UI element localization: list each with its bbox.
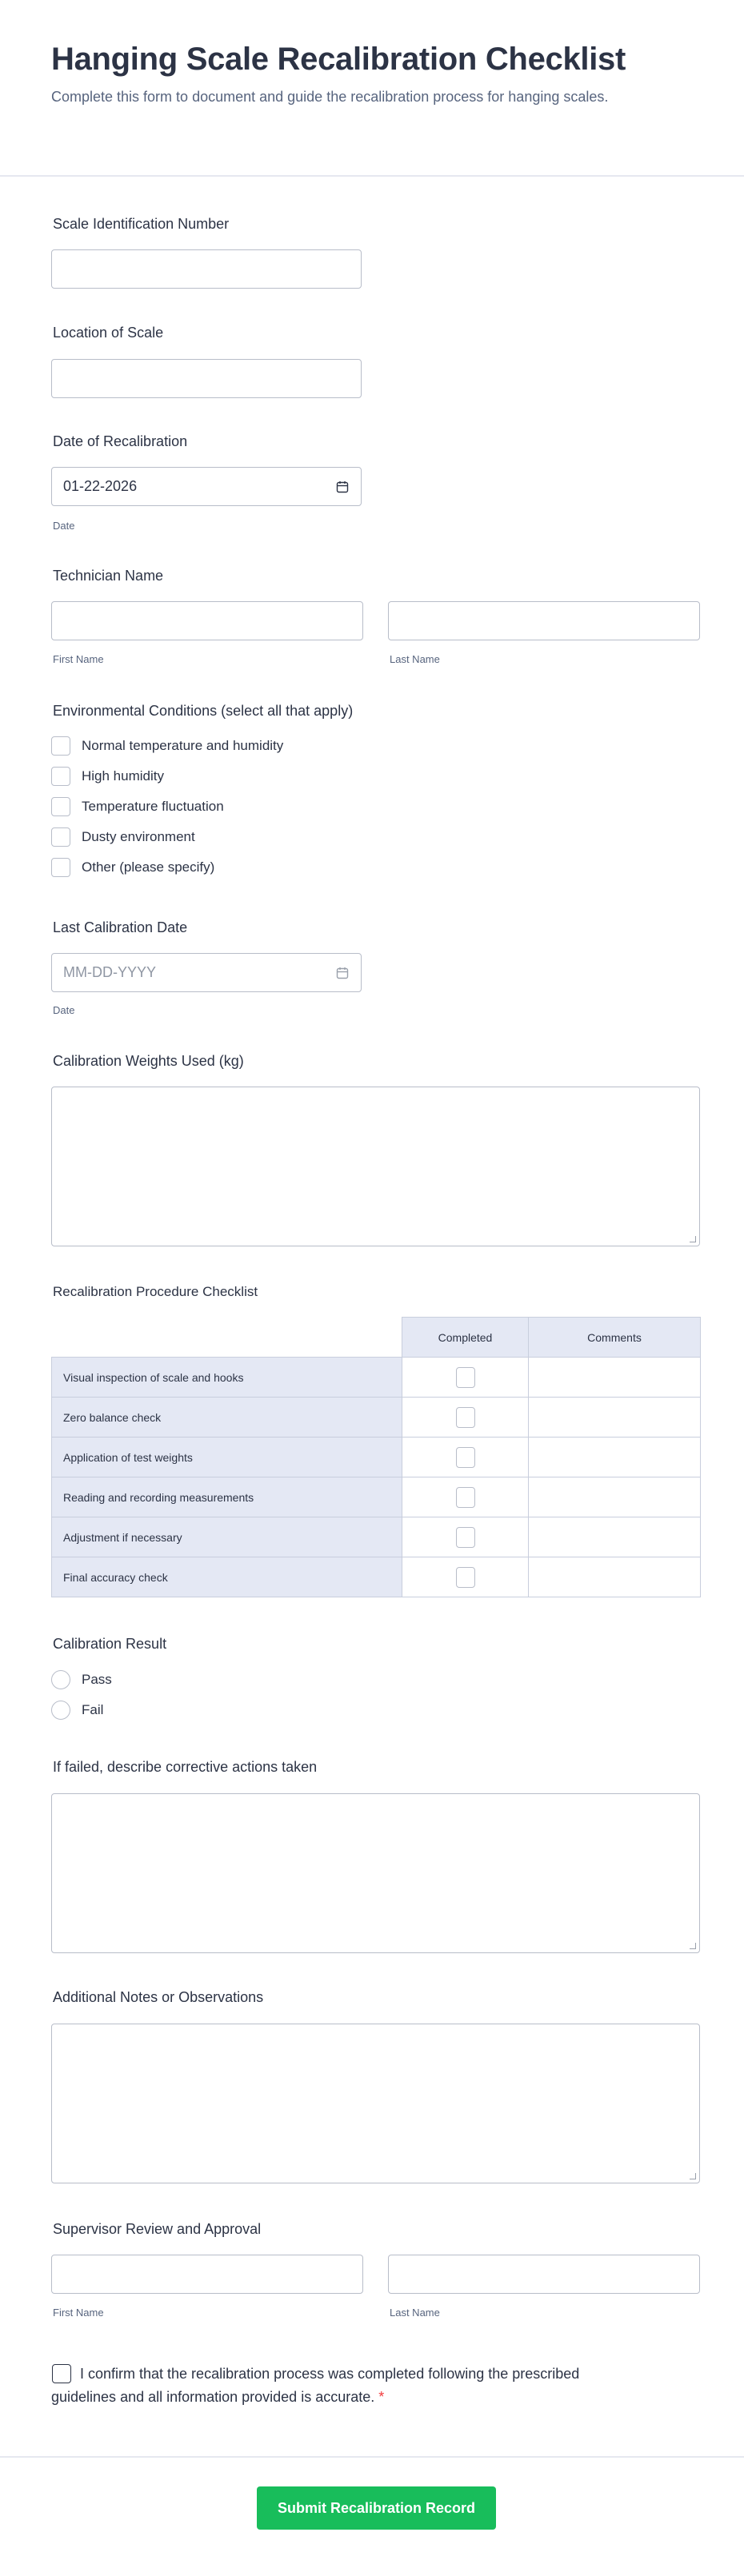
- option-label: Fail: [82, 1702, 104, 1717]
- row-label: Reading and recording measurements: [52, 1477, 402, 1517]
- scale-id-input[interactable]: [51, 249, 362, 289]
- resize-handle[interactable]: [690, 1236, 696, 1242]
- technician-last-name-input[interactable]: [388, 601, 700, 640]
- last-cal-date-sublabel: Date: [53, 1004, 75, 1016]
- confirm-label: I confirm that the recalibration process was completed following the prescribed guidelines and all information provided is accurate.: [51, 2366, 580, 2405]
- table-row: [52, 1477, 701, 1517]
- technician-label: Technician Name: [53, 568, 164, 584]
- option-label: Pass: [82, 1672, 112, 1687]
- environment-option[interactable]: [51, 797, 224, 816]
- completed-checkbox[interactable]: [456, 1407, 475, 1428]
- checkbox[interactable]: [51, 797, 70, 816]
- calendar-icon[interactable]: [335, 480, 350, 494]
- confirm-text: [51, 2363, 611, 2409]
- comments-cell[interactable]: [529, 1398, 701, 1438]
- recal-date-sublabel: Date: [53, 520, 75, 532]
- notes-textarea[interactable]: [51, 2024, 700, 2183]
- column-header-completed: Completed: [402, 1318, 529, 1358]
- row-label: Zero balance check: [52, 1398, 402, 1438]
- last-cal-date-placeholder: MM-DD-YYYY: [63, 964, 156, 980]
- resize-handle[interactable]: [690, 1943, 696, 1949]
- scale-id-label: Scale Identification Number: [53, 216, 230, 232]
- last-cal-date-label: Last Calibration Date: [53, 919, 188, 935]
- row-label: Adjustment if necessary: [52, 1517, 402, 1557]
- submit-button[interactable]: Submit Recalibration Record: [257, 2486, 496, 2530]
- radio[interactable]: [51, 1670, 70, 1689]
- checkbox[interactable]: [51, 736, 70, 756]
- table-corner: [52, 1318, 402, 1358]
- location-input[interactable]: [51, 359, 362, 398]
- checklist-table: [51, 1317, 701, 1597]
- weights-textarea[interactable]: [51, 1087, 700, 1246]
- page-title: Hanging Scale Recalibration Checklist: [51, 42, 626, 77]
- completed-checkbox[interactable]: [456, 1527, 475, 1548]
- comments-cell[interactable]: [529, 1438, 701, 1477]
- option-label: Normal temperature and humidity: [82, 738, 284, 753]
- row-label: Final accuracy check: [52, 1557, 402, 1597]
- table-row: [52, 1517, 701, 1557]
- resize-handle[interactable]: [690, 2173, 696, 2179]
- option-label: Temperature fluctuation: [82, 799, 224, 814]
- table-row: [52, 1438, 701, 1477]
- supervisor-first-name-input[interactable]: [51, 2255, 363, 2294]
- supervisor-last-name-input[interactable]: [388, 2255, 700, 2294]
- supervisor-first-sublabel: First Name: [53, 2307, 104, 2319]
- page-subtitle: Complete this form to document and guide the recalibration process for hanging scales.: [51, 89, 609, 105]
- last-cal-date-input[interactable]: [51, 953, 362, 992]
- checkbox[interactable]: [51, 827, 70, 847]
- supervisor-label: Supervisor Review and Approval: [53, 2221, 262, 2237]
- radio[interactable]: [51, 1701, 70, 1720]
- notes-label: Additional Notes or Observations: [53, 1989, 264, 2005]
- option-label: Dusty environment: [82, 829, 195, 844]
- environment-option[interactable]: [51, 736, 283, 756]
- completed-checkbox[interactable]: [456, 1567, 475, 1588]
- table-row: [52, 1358, 701, 1398]
- completed-checkbox[interactable]: [456, 1487, 475, 1508]
- calendar-icon[interactable]: [335, 966, 350, 980]
- comments-cell[interactable]: [529, 1358, 701, 1398]
- technician-first-name-input[interactable]: [51, 601, 363, 640]
- recal-date-value: 01-22-2026: [63, 478, 138, 494]
- technician-last-sublabel: Last Name: [390, 653, 440, 665]
- checklist-label: Recalibration Procedure Checklist: [53, 1284, 258, 1299]
- row-label: Visual inspection of scale and hooks: [52, 1358, 402, 1398]
- table-row: [52, 1557, 701, 1597]
- technician-first-sublabel: First Name: [53, 653, 104, 665]
- result-option-pass[interactable]: [51, 1670, 112, 1689]
- table-row: [52, 1398, 701, 1438]
- environment-option[interactable]: [51, 827, 195, 847]
- result-option-fail[interactable]: [51, 1701, 103, 1720]
- checkbox[interactable]: [51, 767, 70, 786]
- comments-cell[interactable]: [529, 1517, 701, 1557]
- environment-option[interactable]: [51, 767, 164, 786]
- corrective-textarea[interactable]: [51, 1793, 700, 1953]
- checkbox[interactable]: [51, 858, 70, 877]
- row-label: Application of test weights: [52, 1438, 402, 1477]
- result-label: Calibration Result: [53, 1636, 167, 1652]
- option-label: Other (please specify): [82, 859, 215, 875]
- recal-date-input[interactable]: [51, 467, 362, 506]
- environment-label: Environmental Conditions (select all that apply): [53, 703, 354, 719]
- required-mark: *: [378, 2389, 385, 2405]
- completed-checkbox[interactable]: [456, 1367, 475, 1388]
- comments-cell[interactable]: [529, 1557, 701, 1597]
- completed-checkbox[interactable]: [456, 1447, 475, 1468]
- environment-option[interactable]: [51, 858, 214, 877]
- corrective-label: If failed, describe corrective actions taken: [53, 1759, 318, 1775]
- comments-cell[interactable]: [529, 1477, 701, 1517]
- option-label: High humidity: [82, 768, 164, 784]
- supervisor-last-sublabel: Last Name: [390, 2307, 440, 2319]
- location-label: Location of Scale: [53, 325, 164, 341]
- recal-date-label: Date of Recalibration: [53, 433, 188, 449]
- footer-divider: [0, 2456, 744, 2458]
- header-divider: [0, 175, 744, 177]
- column-header-comments: Comments: [529, 1318, 701, 1358]
- weights-label: Calibration Weights Used (kg): [53, 1053, 244, 1069]
